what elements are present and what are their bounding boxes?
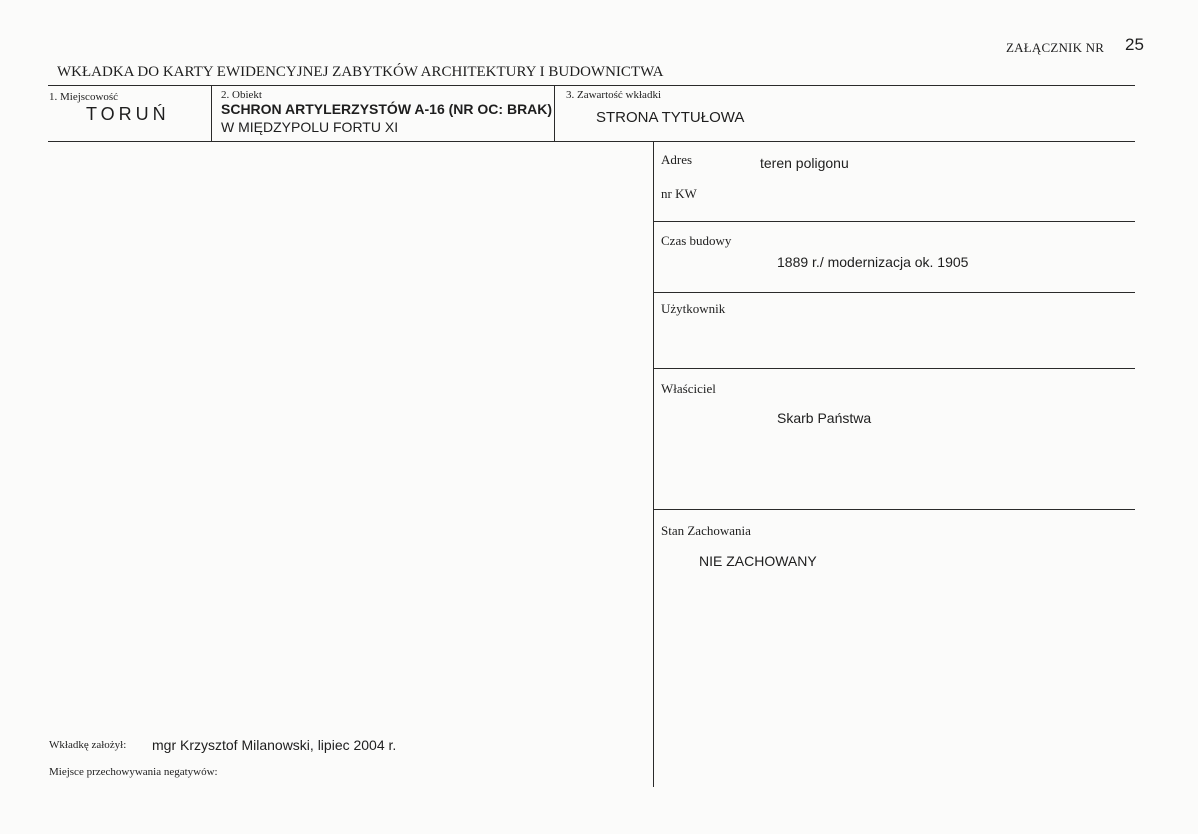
user-label: Użytkownik bbox=[661, 301, 726, 316]
object-value-line2: W MIĘDZYPOLU FORTU XI bbox=[221, 119, 399, 135]
construction-time-value: 1889 r./ modernizacja ok. 1905 bbox=[777, 254, 969, 270]
owner-value: Skarb Państwa bbox=[777, 410, 872, 426]
content-label: 3. Zawartość wkładki bbox=[566, 89, 661, 101]
kw-label: nr KW bbox=[661, 186, 697, 201]
rule-after-owner bbox=[653, 509, 1135, 510]
rule-after-built bbox=[653, 292, 1135, 293]
card-title: WKŁADKA DO KARTY EWIDENCYJNEJ ZABYTKÓW ARCHITEKTURY I BUDOWNICTWA bbox=[57, 64, 664, 80]
header-bottom-rule bbox=[48, 141, 1135, 142]
owner-label: Właściciel bbox=[661, 381, 716, 396]
object-value-line1: SCHRON ARTYLERZYSTÓW A-16 (NR OC: BRAK) bbox=[221, 101, 553, 117]
place-label: 1. Miejscowość bbox=[49, 91, 119, 103]
address-value: teren poligonu bbox=[760, 155, 849, 171]
condition-label: Stan Zachowania bbox=[661, 523, 751, 538]
negatives-location-label: Miejsce przechowywania negatywów: bbox=[49, 766, 218, 778]
rule-after-user bbox=[653, 368, 1135, 369]
rule-after-address bbox=[653, 221, 1135, 222]
annex-number: 25 bbox=[1125, 35, 1144, 54]
object-label: 2. Obiekt bbox=[221, 89, 262, 101]
right-panel-divider bbox=[653, 141, 654, 787]
address-label: Adres bbox=[661, 152, 693, 167]
condition-value: NIE ZACHOWANY bbox=[699, 553, 817, 569]
annex-label: ZAŁĄCZNIK NR bbox=[1006, 40, 1105, 55]
content-value: STRONA TYTUŁOWA bbox=[596, 109, 745, 126]
created-by-label: Wkładkę założył: bbox=[49, 739, 127, 751]
divider-object-content bbox=[554, 85, 555, 141]
construction-time-label: Czas budowy bbox=[661, 233, 732, 248]
divider-place-object bbox=[211, 85, 212, 141]
created-by-value: mgr Krzysztof Milanowski, lipiec 2004 r. bbox=[152, 737, 397, 753]
place-value: TORUŃ bbox=[86, 104, 170, 124]
